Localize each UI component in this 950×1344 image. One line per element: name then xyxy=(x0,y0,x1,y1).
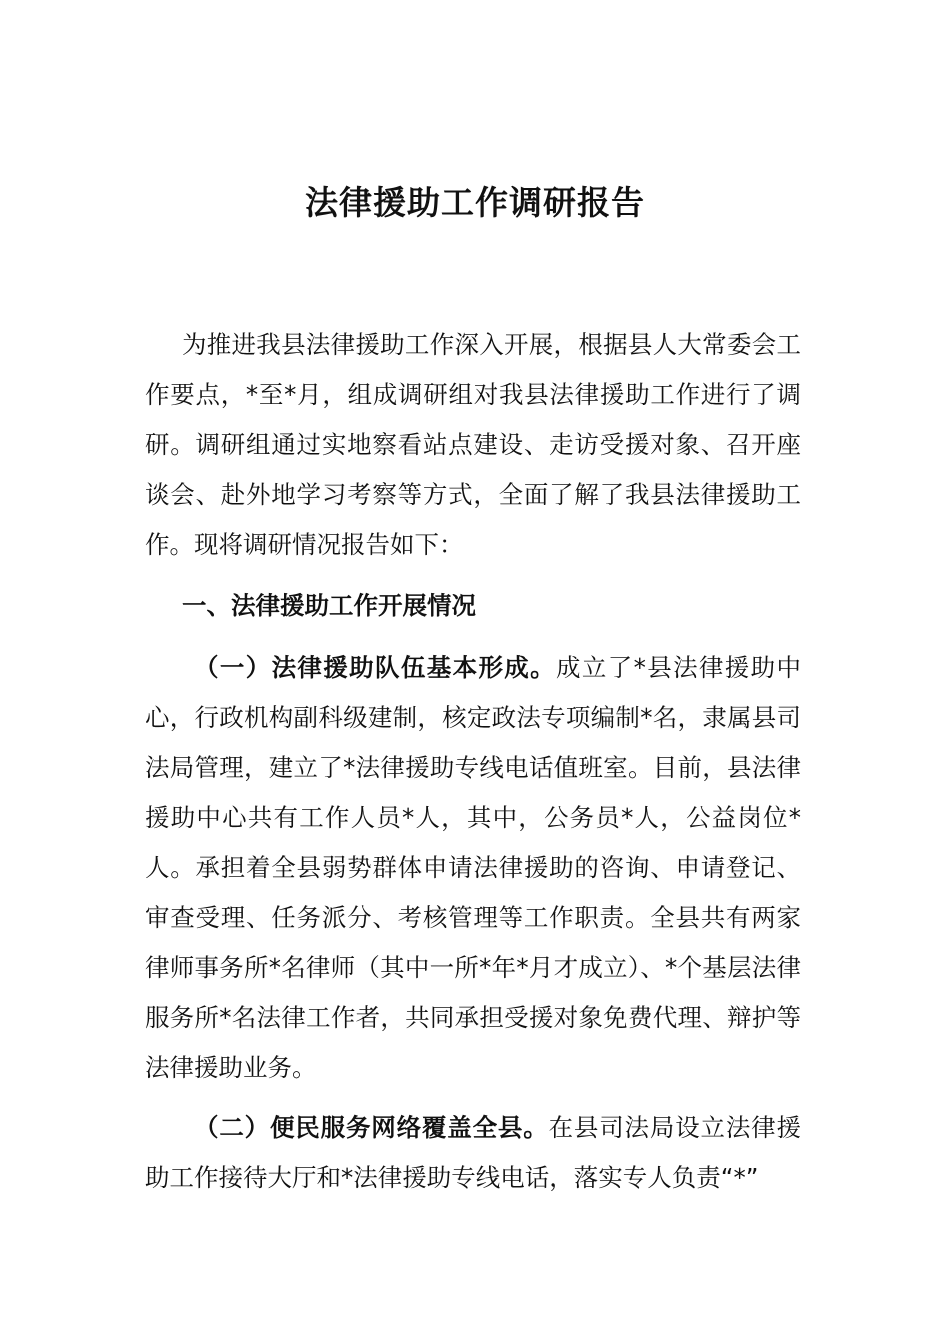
paragraph-team xyxy=(145,643,801,1093)
intro-paragraph: 为推进我县法律援助工作深入开展，根据县人大常委会工作要点，*至*月，组成调研组对我县法律援助工作进行了调研。调研组通过实地察看站点建设、走访受援对象、召开座谈会、赴外地学习考察等方式，全面了解了我县法律援助工作。现将调研情况报告如下： xyxy=(145,330,801,559)
paragraph-network xyxy=(145,1103,801,1203)
section-heading: 一、法律援助工作开展情况 xyxy=(182,591,476,620)
document-title: 法律援助工作调研报告 xyxy=(305,183,645,222)
paragraph-lead: （一）法律援助队伍基本形成。 xyxy=(194,653,557,682)
paragraph-text: 在县司法局设立法律援助工作接待大厅和*法律援助专线电话，落实专人负责“*” xyxy=(145,1113,802,1192)
paragraph-text: 成立了*县法律援助中心，行政机构副科级建制，核定政法专项编制*名，隶属县司法局管理，建立了*法律援助专线电话值班室。目前，县法律援助中心共有工作人员*人，其中，公务员*人，公益岗位*人。承担着全县弱势群体申请法律援助的咨询、申请登记、审查受理、任务派分、考核管理等工作职责。全县共有两家律师事务所*名律师（其中一所*年*月才成立）、*个基层法律服务所*名法律工作者，共同承担受援对象免费代理、辩护等法律援助业务。 xyxy=(145,653,802,1082)
paragraph-lead: （二）便民服务网络覆盖全县。 xyxy=(194,1113,549,1142)
